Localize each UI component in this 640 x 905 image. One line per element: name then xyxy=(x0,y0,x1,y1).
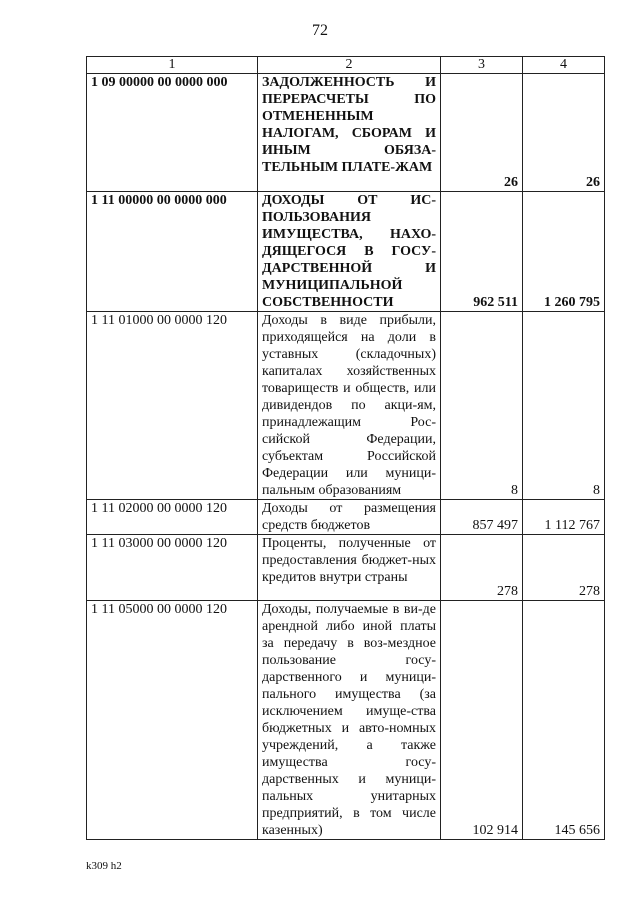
row-col3-value: 8 xyxy=(441,312,523,500)
row-name-cell: Доходы в виде прибыли, приходящейся на доли в уставных (складочных) капиталах хозяйственных товариществ и обществ, или дивидендов по акци-ям, принадлежащим Рос-сийской Федерации, субъектам Российской Федерации или муници-пальным образованиям xyxy=(258,312,441,500)
row-col4-value: 278 xyxy=(523,535,605,601)
row-name-cell: ЗАДОЛЖЕННОСТЬ И ПЕРЕРАСЧЕТЫ ПО ОТМЕНЕННЫМ НАЛОГАМ, СБОРАМ И ИНЫМ ОБЯЗА-ТЕЛЬНЫМ ПЛАТЕ-ЖАМ xyxy=(258,74,441,192)
row-name-cell: Доходы, получаемые в ви-де арендной либо иной платы за передачу в воз-мездное пользование госу-дарственного и муници-пального имущества (за исключением имуще-ства бюджетных и авто-номных учреждений, а также имущества госу-дарственных и муници-пальных унитарных предприятий, в том числе казенных) xyxy=(258,601,441,840)
table-row xyxy=(87,312,605,500)
row-col3-value: 26 xyxy=(441,74,523,192)
header-cell-4: 4 xyxy=(523,57,605,74)
row-code-cell: 1 11 03000 00 0000 120 xyxy=(87,535,258,601)
table-row xyxy=(87,500,605,535)
row-code-cell: 1 11 05000 00 0000 120 xyxy=(87,601,258,840)
row-col4-value: 1 112 767 xyxy=(523,500,605,535)
table-row xyxy=(87,74,605,192)
row-code-cell: 1 11 02000 00 0000 120 xyxy=(87,500,258,535)
table-row xyxy=(87,601,605,840)
row-col4-value: 145 656 xyxy=(523,601,605,840)
table-row xyxy=(87,192,605,312)
row-name-cell: ДОХОДЫ ОТ ИС-ПОЛЬЗОВАНИЯ ИМУЩЕСТВА, НАХО-ДЯЩЕГОСЯ В ГОСУ-ДАРСТВЕННОЙ И МУНИЦИПАЛЬНОЙ СОБСТВЕННОСТИ xyxy=(258,192,441,312)
row-col4-value: 26 xyxy=(523,74,605,192)
row-col3-value: 102 914 xyxy=(441,601,523,840)
row-code-cell: 1 11 01000 00 0000 120 xyxy=(87,312,258,500)
header-cell-1: 1 xyxy=(87,57,258,74)
table-body xyxy=(87,57,605,840)
header-cell-2: 2 xyxy=(258,57,441,74)
row-code-cell: 1 11 00000 00 0000 000 xyxy=(87,192,258,312)
table-row xyxy=(87,535,605,601)
row-name-cell: Доходы от размещения средств бюджетов xyxy=(258,500,441,535)
row-code-cell: 1 09 00000 00 0000 000 xyxy=(87,74,258,192)
revenue-table xyxy=(86,56,605,840)
header-cell-3: 3 xyxy=(441,57,523,74)
document-code-mark: k309 h2 xyxy=(86,860,122,872)
table-header-row xyxy=(87,57,605,74)
row-col4-value: 8 xyxy=(523,312,605,500)
row-col4-value: 1 260 795 xyxy=(523,192,605,312)
row-col3-value: 857 497 xyxy=(441,500,523,535)
page-number: 72 xyxy=(312,22,328,39)
row-col3-value: 962 511 xyxy=(441,192,523,312)
row-col3-value: 278 xyxy=(441,535,523,601)
row-name-cell: Проценты, полученные от предоставления бюджет-ных кредитов внутри страны xyxy=(258,535,441,601)
